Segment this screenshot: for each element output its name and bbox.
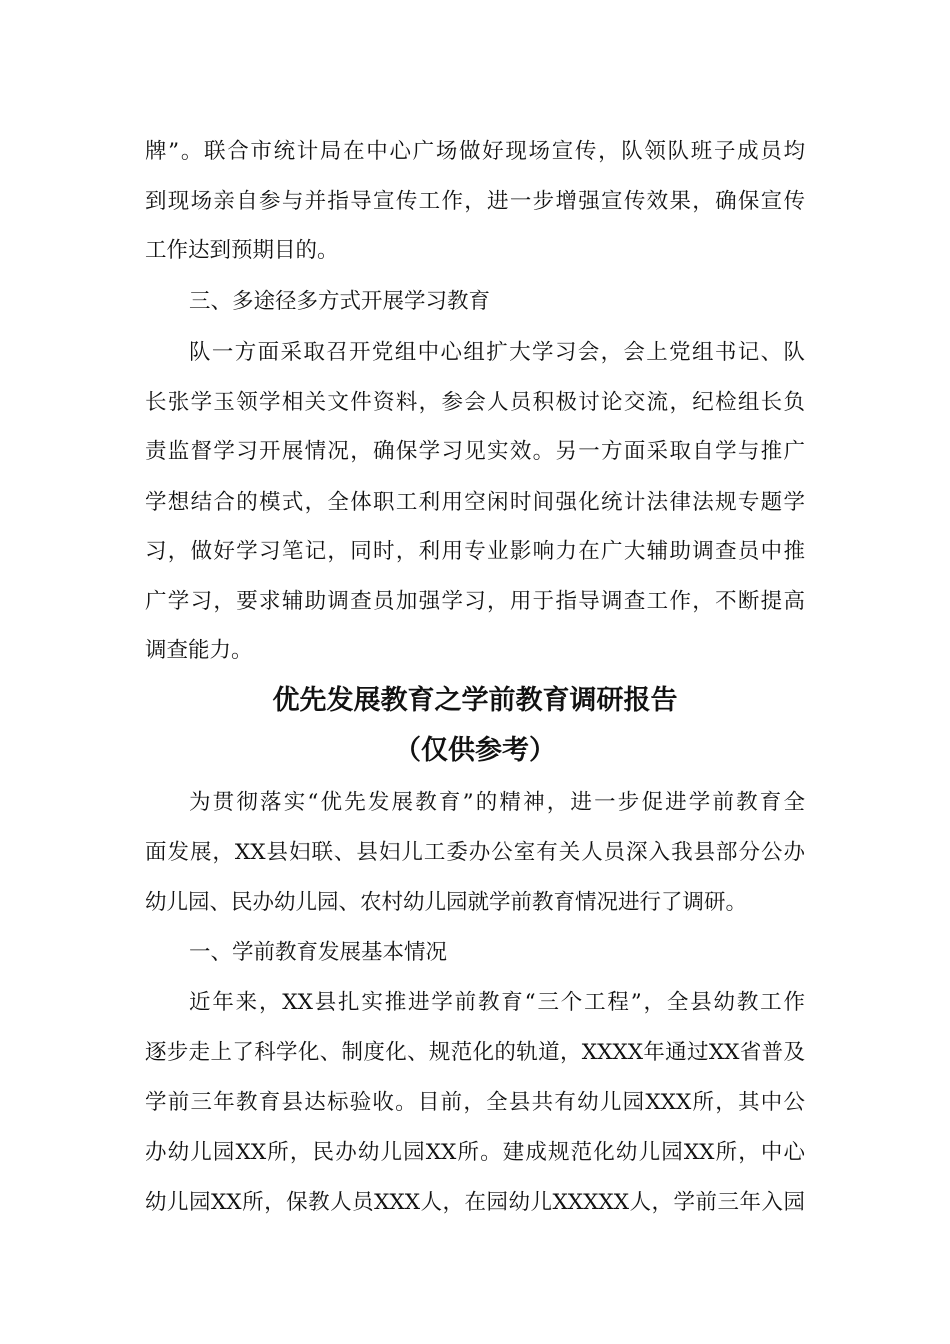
paragraph-line: 广学习，要求辅助调查员加强学习，用于指导调查工作，不断提高 xyxy=(145,589,805,614)
paragraph-line: 调查能力。 xyxy=(145,638,253,663)
report-title: 优先发展教育之学前教育调研报告 xyxy=(272,685,678,716)
paragraph-line: 长张学玉领学相关文件资料，参会人员积极讨论交流，纪检组长负 xyxy=(145,390,805,415)
paragraph-line: 工作达到预期目的。 xyxy=(145,238,339,263)
section-heading: 一、学前教育发展基本情况 xyxy=(189,940,448,965)
paragraph-line: 幼儿园、民办幼儿园、农村幼儿园就学前教育情况进行了调研。 xyxy=(145,890,748,915)
paragraph-line: 幼儿园XX所，保教人员XXX人，在园幼儿XXXXX人，学前三年入园 xyxy=(145,1190,805,1215)
paragraph-line: 逐步走上了科学化、制度化、规范化的轨道，XXXX年通过XX省普及 xyxy=(145,1040,805,1065)
report-subtitle: （仅供参考） xyxy=(394,735,556,766)
paragraph-line: 学想结合的模式，全体职工利用空闲时间强化统计法律法规专题学 xyxy=(145,490,805,515)
paragraph-line: 到现场亲自参与并指导宣传工作，进一步增强宣传效果，确保宣传 xyxy=(145,189,805,214)
paragraph-line: 牌”。联合市统计局在中心广场做好现场宣传，队领队班子成员均 xyxy=(145,139,805,164)
paragraph-line: 习，做好学习笔记，同时，利用专业影响力在广大辅助调查员中推 xyxy=(145,539,805,564)
paragraph-line: 近年来，XX县扎实推进学前教育“三个工程”，全县幼教工作 xyxy=(189,990,805,1015)
paragraph-line: 为贯彻落实“优先发展教育”的精神，进一步促进学前教育全 xyxy=(189,790,805,815)
paragraph-line: 学前三年教育县达标验收。目前，全县共有幼儿园XXX所，其中公 xyxy=(145,1090,805,1115)
paragraph-line: 面发展，XX县妇联、县妇儿工委办公室有关人员深入我县部分公办 xyxy=(145,840,805,865)
paragraph-line: 责监督学习开展情况，确保学习见实效。另一方面采取自学与推广 xyxy=(145,439,805,464)
paragraph-line: 办幼儿园XX所，民办幼儿园XX所。建成规范化幼儿园XX所，中心 xyxy=(145,1140,805,1165)
paragraph-line: 队一方面采取召开党组中心组扩大学习会，会上党组书记、队 xyxy=(189,340,805,365)
section-heading: 三、多途径多方式开展学习教育 xyxy=(189,289,491,314)
